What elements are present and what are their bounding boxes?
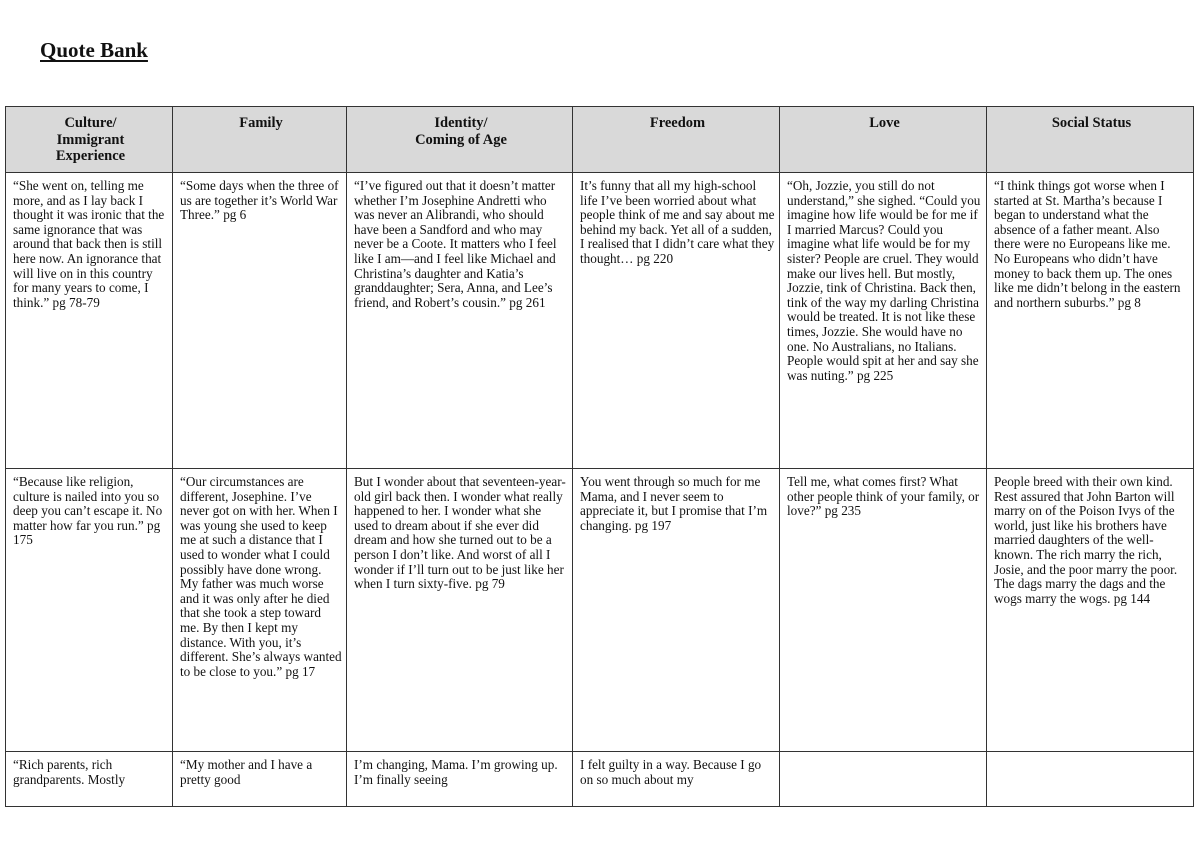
column-header-identity: Identity/ Coming of Age (347, 107, 573, 173)
quote-cell: But I wonder about that seventeen-year-old girl back then. I wonder what really happened to her. I wonder what she used to dream about if she ever did dream and how she turned out to be a person I don’t like. And worst of all I wonder if I’ll turn out to be just like her when I turn sixty-five. pg 79 (347, 469, 573, 752)
quote-cell: “Oh, Jozzie, you still do not understand,” she sighed. “Could you imagine how life would be for me if I married Marcus? Could you imagine what life would be for my sister? People are cruel. They would make our lives hell. But mostly, Jozzie, tink of Christina. Back then, tink of the way my darling Christina would be treated. It is not like these times, Jozzie. She would have no one. No Australians, no Italians. People would spit at her and say she was nuting.” pg 225 (780, 173, 987, 469)
quote-cell: I’m changing, Mama. I’m growing up. I’m finally seeing (347, 752, 573, 807)
quote-cell: “She went on, telling me more, and as I lay back I thought it was ironic that the same ignorance that was around that back then is still here now. An ignorance that will live on in this country for many years to come, I think.” pg 78-79 (6, 173, 173, 469)
quote-cell: “I’ve figured out that it doesn’t matter whether I’m Josephine Andretti who was never an Alibrandi, who should have been a Sandford and who may never be a Coote. It matters who I feel like I am—and I feel like Michael and Christina’s daughter and Katia’s granddaughter; Sera, Anna, and Lee’s friend, and Robert’s cousin.” pg 261 (347, 173, 573, 469)
quote-cell: Tell me, what comes first? What other people think of your family, or love?” pg 235 (780, 469, 987, 752)
column-header-freedom: Freedom (573, 107, 780, 173)
quote-cell: “Some days when the three of us are together it’s World War Three.” pg 6 (173, 173, 347, 469)
quote-table (5, 106, 1194, 807)
table-header-row (6, 107, 1194, 173)
quote-cell: “Because like religion, culture is nailed into you so deep you can’t escape it. No matter how far you run.” pg 175 (6, 469, 173, 752)
quote-cell: You went through so much for me Mama, and I never seem to appreciate it, but I promise that I’m changing. pg 197 (573, 469, 780, 752)
quote-cell: People breed with their own kind. Rest assured that John Barton will marry on of the Poison Ivys of the world, just like his brothers have married daughters of the well-known. The rich marry the rich, Josie, and the poor marry the poor. The dags marry the dags and the wogs marry the wogs. pg 144 (987, 469, 1194, 752)
quote-cell (780, 752, 987, 807)
table-row (6, 752, 1194, 807)
quote-cell: I felt guilty in a way. Because I go on so much about my (573, 752, 780, 807)
quote-cell (987, 752, 1194, 807)
quote-cell: “I think things got worse when I started at St. Martha’s because I began to understand what the absence of a father meant. Also there were no Europeans like me. No Europeans who didn’t have money to back them up. The ones like me didn’t belong in the eastern and northern suburbs.” pg 8 (987, 173, 1194, 469)
column-header-culture: Culture/ Immigrant Experience (6, 107, 173, 173)
quote-cell: “Our circumstances are different, Josephine. I’ve never got on with her. When I was young she used to keep me at such a distance that I used to wonder what I could possibly have done wrong. My father was much worse and it was only after he died that she took a step toward me. By then I kept my distance. With you, it’s different. She’s always wanted to be close to you.” pg 17 (173, 469, 347, 752)
column-header-love: Love (780, 107, 987, 173)
table-row (6, 173, 1194, 469)
table-row (6, 469, 1194, 752)
quote-cell: “My mother and I have a pretty good (173, 752, 347, 807)
page-title: Quote Bank (40, 38, 148, 62)
quote-cell: It’s funny that all my high-school life I’ve been worried about what people think of me and say about me behind my back. Yet all of a sudden, I realised that I didn’t care what they thought… pg 220 (573, 173, 780, 469)
column-header-social-status: Social Status (987, 107, 1194, 173)
column-header-family: Family (173, 107, 347, 173)
quote-cell: “Rich parents, rich grandparents. Mostly (6, 752, 173, 807)
